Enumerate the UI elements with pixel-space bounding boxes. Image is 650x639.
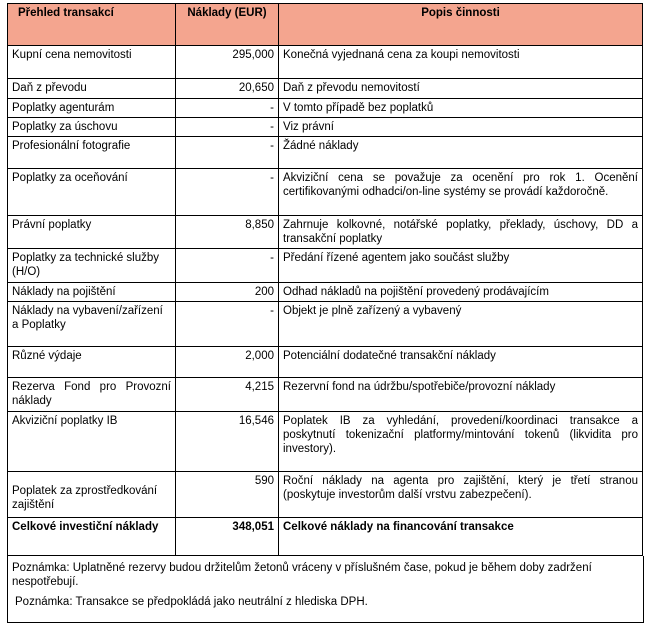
table-row — [8, 249, 643, 283]
row-amount: 200 — [176, 283, 279, 302]
row-description: Viz právní — [279, 118, 643, 137]
row-item: Poplatek za zprostředkování zajištění — [8, 472, 176, 518]
table-row — [8, 347, 643, 378]
total-amount: 348,051 — [176, 518, 279, 556]
row-item: Akviziční poplatky IB — [8, 412, 176, 472]
row-amount: 295,000 — [176, 46, 279, 79]
row-item: Právní poplatky — [8, 216, 176, 249]
table-row — [8, 99, 643, 118]
row-item: Rezerva Fond pro Provozní náklady — [8, 378, 176, 412]
row-description: Žádné náklady — [279, 137, 643, 169]
table-header-row — [8, 4, 643, 46]
table-row — [8, 378, 643, 412]
total-item: Celkové investiční náklady — [8, 518, 176, 556]
row-amount: 8,850 — [176, 216, 279, 249]
row-amount: - — [176, 99, 279, 118]
row-amount: - — [176, 118, 279, 137]
row-item: Poplatky agenturám — [8, 99, 176, 118]
note-reserves: Poznámka: Uplatněné rezervy budou držitelům žetonů vráceny v příslušném čase, pokud je během doby zadržení nespotřebují. — [12, 562, 592, 588]
row-description: Potenciální dodatečné transakční náklady — [279, 347, 643, 378]
row-item: Poplatky za úschovu — [8, 118, 176, 137]
row-description: Daň z převodu nemovitostí — [279, 79, 643, 99]
row-description: Rezervní fond na údržbu/spotřebiče/provozní náklady — [279, 378, 643, 412]
row-description: Předání řízené agentem jako součást služby — [279, 249, 643, 283]
header-costs: Náklady (EUR) — [176, 4, 279, 46]
header-transaction-overview: Přehled transakcí — [8, 4, 176, 46]
row-description: Roční náklady na agenta pro zajištění, který je třetí stranou (poskytuje investorům další vrstvu zabezpečení). — [279, 472, 643, 518]
row-amount: 4,215 — [176, 378, 279, 412]
table-row — [8, 137, 643, 169]
table-row — [8, 169, 643, 216]
row-item: Kupní cena nemovitosti — [8, 46, 176, 79]
row-amount: - — [176, 169, 279, 216]
row-amount: 16,546 — [176, 412, 279, 472]
row-item: Poplatky za oceňování — [8, 169, 176, 216]
table-row — [8, 283, 643, 302]
row-description: Poplatek IB za vyhledání, provedení/koordinaci transakce a poskytnutí tokenizační platformy/mintování tokenů (likvidita pro investory). — [279, 412, 643, 472]
row-item: Profesionální fotografie — [8, 137, 176, 169]
row-description: Konečná vyjednaná cena za koupi nemovitosti — [279, 46, 643, 79]
row-item: Náklady na vybavení/zařízení a Poplatky — [8, 302, 176, 347]
row-amount: 20,650 — [176, 79, 279, 99]
table-row — [8, 302, 643, 347]
row-amount: - — [176, 137, 279, 169]
row-amount: 590 — [176, 472, 279, 518]
table-row — [8, 46, 643, 79]
row-description: Zahrnuje kolkovné, notářské poplatky, překlady, úschovy, DD a transakční poplatky — [279, 216, 643, 249]
notes-box — [7, 556, 644, 623]
table-row — [8, 79, 643, 99]
row-item: Poplatky za technické služby (H/O) — [8, 249, 176, 283]
row-item: Daň z převodu — [8, 79, 176, 99]
row-amount: - — [176, 249, 279, 283]
transaction-overview — [7, 3, 642, 623]
table-row — [8, 216, 643, 249]
row-description: Objekt je plně zařízený a vybavený — [279, 302, 643, 347]
header-description: Popis činnosti — [279, 4, 643, 46]
note-vat: Poznámka: Transakce se předpokládá jako neutrální z hlediska DPH. — [15, 596, 368, 608]
row-description: Akviziční cena se považuje za ocenění pro rok 1. Ocenění certifikovanými odhadci/on-line systémy se provádí každoročně. — [279, 169, 643, 216]
row-amount: 2,000 — [176, 347, 279, 378]
table-row — [8, 118, 643, 137]
row-description: Odhad nákladů na pojištění provedený prodávajícím — [279, 283, 643, 302]
row-item: Náklady na pojištění — [8, 283, 176, 302]
table-row — [8, 412, 643, 472]
table-row — [8, 472, 643, 518]
row-item: Různé výdaje — [8, 347, 176, 378]
row-description: V tomto případě bez poplatků — [279, 99, 643, 118]
row-amount: - — [176, 302, 279, 347]
transaction-table — [7, 3, 643, 556]
total-description: Celkové náklady na financování transakce — [279, 518, 643, 556]
total-row — [8, 518, 643, 556]
